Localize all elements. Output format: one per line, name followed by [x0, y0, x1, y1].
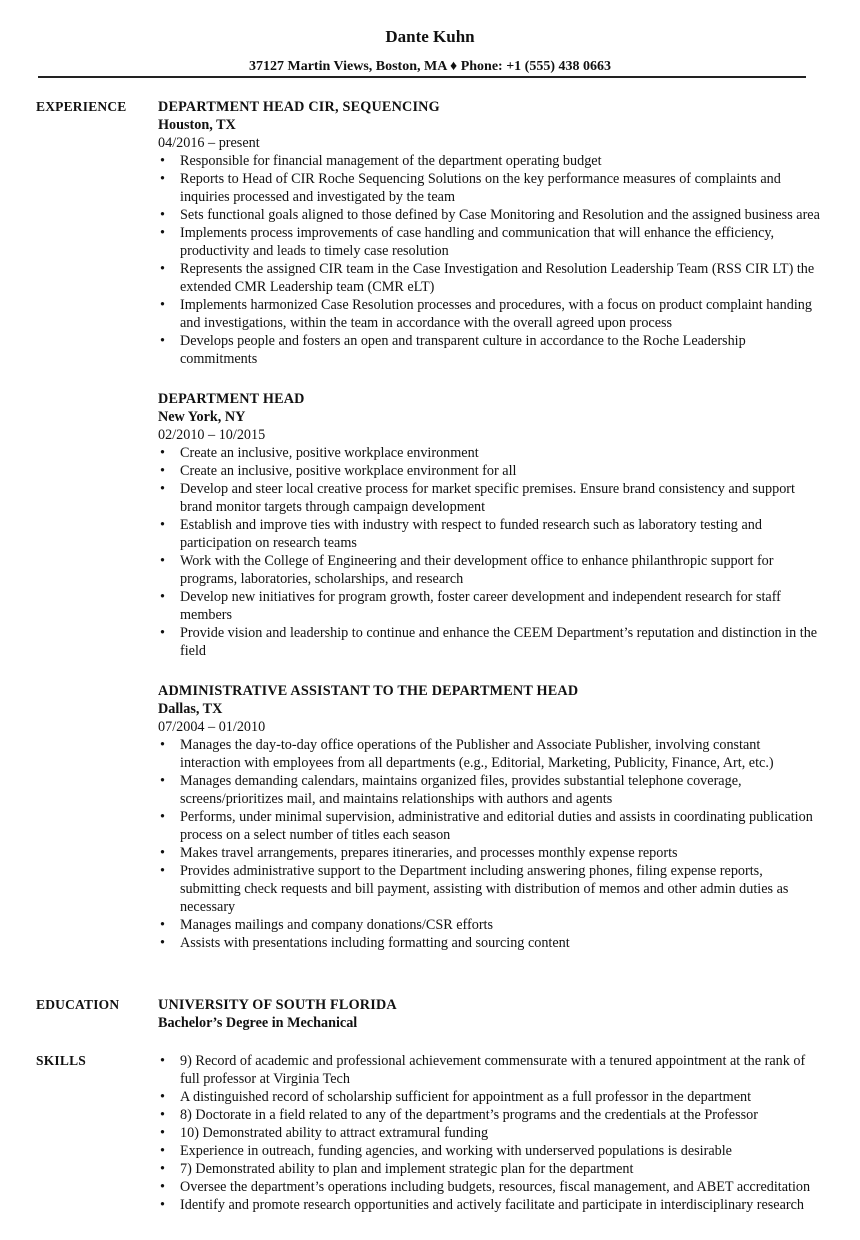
- job-bullet: • Develop new initiatives for program growth, foster career development and independent research for staff members: [158, 588, 820, 624]
- job-title: DEPARTMENT HEAD CIR, SEQUENCING: [158, 99, 440, 115]
- header-divider: [38, 76, 806, 78]
- job-bullet: • Assists with presentations including formatting and sourcing content: [158, 934, 820, 952]
- job-bullets: [158, 152, 820, 368]
- job-dates: 04/2016 – present: [158, 135, 260, 151]
- job-bullet: • Manages the day-to-day office operations of the Publisher and Associate Publisher, involving constant interaction with employees from all departments (e.g., Editorial, Marketing, Publicity, Finance, Art, etc.): [158, 736, 820, 772]
- skill-item: • Identify and promote research opportunities and actively facilitate and participate in interdisciplinary research: [158, 1196, 820, 1214]
- job-title: ADMINISTRATIVE ASSISTANT TO THE DEPARTMENT HEAD: [158, 683, 579, 699]
- skill-item: • 9) Record of academic and professional achievement commensurate with a tenured appointment at the rank of full professor at Virginia Tech: [158, 1052, 820, 1088]
- job-bullet: • Provides administrative support to the Department including answering phones, filing expense reports, submitting check requests and bill payment, assisting with distribution of memos and other admin duties as necessary: [158, 862, 820, 916]
- job-dates: 02/2010 – 10/2015: [158, 427, 266, 443]
- job-location: Dallas, TX: [158, 701, 223, 717]
- job-entry: [158, 682, 820, 952]
- candidate-name: Dante Kuhn: [385, 27, 475, 46]
- job-bullet: • Makes travel arrangements, prepares itineraries, and processes monthly expense reports: [158, 844, 820, 862]
- job-bullet: • Develops people and fosters an open and transparent culture in accordance to the Roche Leadership commitments: [158, 332, 820, 368]
- job-bullet: • Responsible for financial management of the department operating budget: [158, 152, 820, 170]
- job-entry: [158, 98, 820, 368]
- job-location: Houston, TX: [158, 117, 236, 133]
- degree: Bachelor’s Degree in Mechanical: [158, 1015, 358, 1031]
- skill-item: • Oversee the department’s operations including budgets, resources, fiscal management, and ABET accreditation: [158, 1178, 820, 1196]
- resume-header: [0, 0, 860, 76]
- job-entry: [158, 390, 820, 660]
- job-bullet: • Implements process improvements of case handling and communication that will enhance the efficiency, productivity and leads to timely case resolution: [158, 224, 820, 260]
- job-bullet: • Sets functional goals aligned to those defined by Case Monitoring and Resolution and the assigned business area: [158, 206, 820, 224]
- job-title: DEPARTMENT HEAD: [158, 391, 305, 407]
- job-bullets: [158, 736, 820, 952]
- skills-list: [158, 1052, 820, 1214]
- skills-label: SKILLS: [36, 1053, 86, 1068]
- job-bullet: • Provide vision and leadership to continue and enhance the CEEM Department’s reputation and distinction in the field: [158, 624, 820, 660]
- job-bullet: • Manages mailings and company donations/CSR efforts: [158, 916, 820, 934]
- job-bullet: • Reports to Head of CIR Roche Sequencing Solutions on the key performance measures of complaints and inquiries processed and investigated by the team: [158, 170, 820, 206]
- job-location: New York, NY: [158, 409, 246, 425]
- skill-item: • 8) Doctorate in a field related to any of the department’s programs and the credentials at the Professor: [158, 1106, 820, 1124]
- job-bullet: • Work with the College of Engineering and their development office to enhance philanthropic support for programs, laboratories, scholarships, and research: [158, 552, 820, 588]
- job-bullet: • Represents the assigned CIR team in the Case Investigation and Resolution Leadership Team (RSS CIR LT) the extended CMR Leadership team (CMR eLT): [158, 260, 820, 296]
- job-bullets: [158, 444, 820, 660]
- job-dates: 07/2004 – 01/2010: [158, 719, 266, 735]
- skill-item: • Experience in outreach, funding agencies, and working with underserved populations is desirable: [158, 1142, 820, 1160]
- experience-label: EXPERIENCE: [36, 99, 127, 114]
- job-bullet: • Manages demanding calendars, maintains organized files, provides substantial telephone coverage, screens/prioritizes mail, and maintains relationships with authors and agents: [158, 772, 820, 808]
- skill-item: • A distinguished record of scholarship sufficient for appointment as a full professor in the department: [158, 1088, 820, 1106]
- skill-item: • 7) Demonstrated ability to plan and implement strategic plan for the department: [158, 1160, 820, 1178]
- job-bullet: • Create an inclusive, positive workplace environment: [158, 444, 820, 462]
- skill-item: • 10) Demonstrated ability to attract extramural funding: [158, 1124, 820, 1142]
- job-bullet: • Create an inclusive, positive workplace environment for all: [158, 462, 820, 480]
- education-label: EDUCATION: [36, 997, 120, 1012]
- job-bullet: • Develop and steer local creative process for market specific premises. Ensure brand consistency and support brand monitor targets through campaign development: [158, 480, 820, 516]
- school-name: UNIVERSITY OF SOUTH FLORIDA: [158, 997, 397, 1013]
- job-bullet: • Establish and improve ties with industry with respect to funded research such as laboratory testing and participation on research teams: [158, 516, 820, 552]
- contact-line: 37127 Martin Views, Boston, MA ♦ Phone: +1 (555) 438 0663: [249, 59, 611, 74]
- job-bullet: • Implements harmonized Case Resolution processes and procedures, with a focus on product complaint handing and investigations, within the team in accordance with the overall agreed upon process: [158, 296, 820, 332]
- job-bullet: • Performs, under minimal supervision, administrative and editorial duties and assists in coordinating publication process on a select number of titles each season: [158, 808, 820, 844]
